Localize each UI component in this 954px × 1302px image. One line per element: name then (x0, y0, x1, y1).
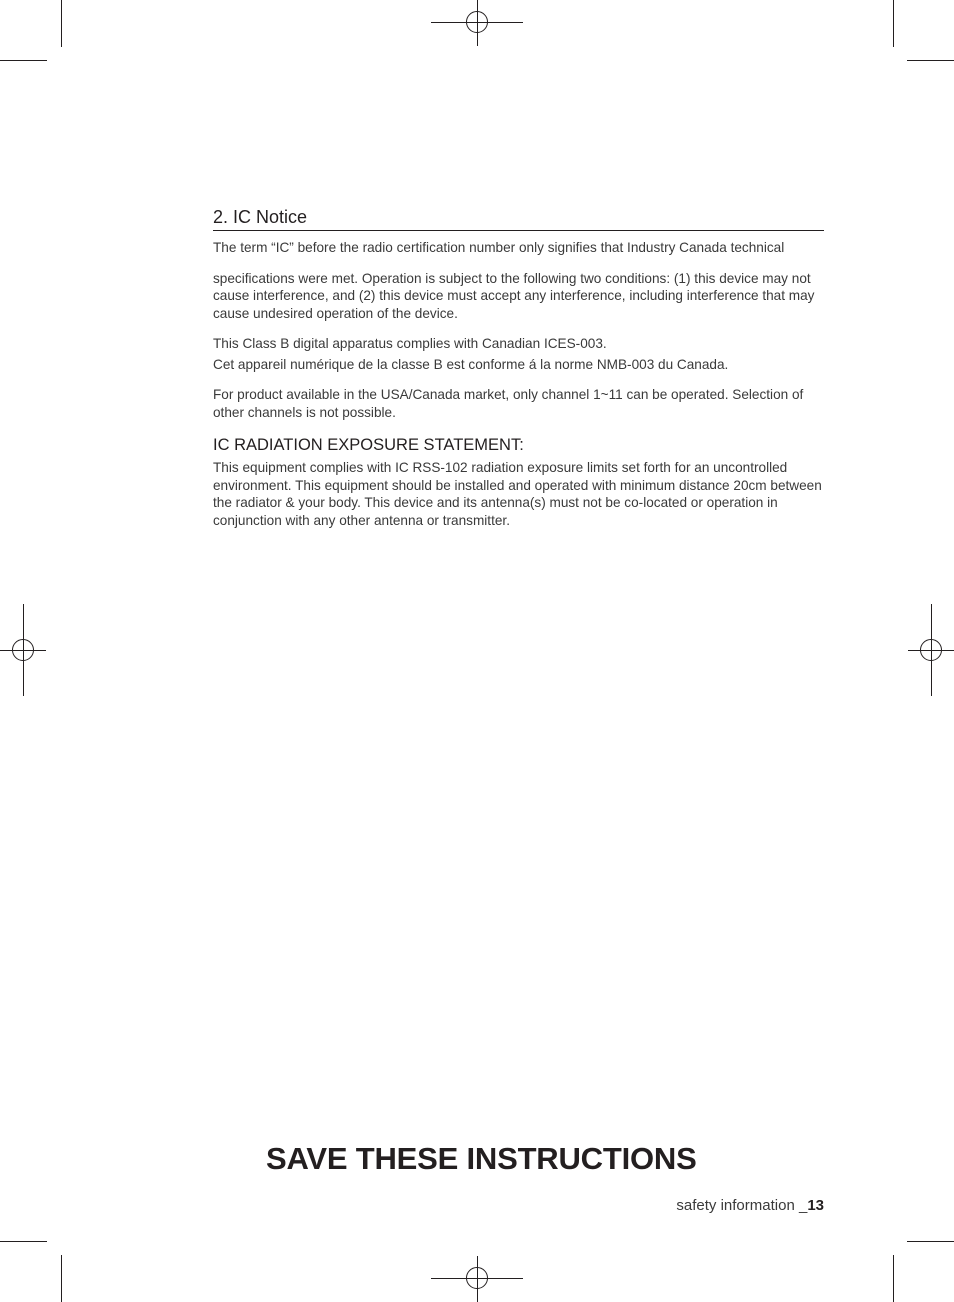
crop-mark (907, 60, 954, 61)
radiation-heading: IC RADIATION EXPOSURE STATEMENT: (213, 436, 524, 454)
save-instructions-banner: SAVE THESE INSTRUCTIONS (266, 1141, 697, 1176)
paragraph-class-b: This Class B digital apparatus complies with Canadian ICES-003. (213, 336, 607, 351)
page-footer (676, 1197, 824, 1214)
radiation-body: This equipment complies with IC RSS-102 radiation exposure limits set forth for an uncontrolled environment. This equipment should be installed and operated with minimum distance 20cm between the radiator & your body. This device and its antenna(s) must not be co-located or operation in conjunction with any other antenna or transmitter. (213, 460, 822, 528)
crop-mark (893, 0, 894, 47)
ic-notice-section (213, 206, 824, 529)
paragraph-class-b-french: Cet appareil numérique de la classe B est conforme á la norme NMB-003 du Canada. (213, 356, 729, 372)
crop-mark (0, 1241, 47, 1242)
crop-mark (893, 1255, 894, 1302)
crop-mark (907, 1241, 954, 1242)
crop-mark (61, 0, 62, 47)
registration-circle-icon (920, 639, 942, 661)
paragraph-conditions: specifications were met. Operation is subject to the following two conditions: (1) this device may not cause interference, and (2) this device must accept any interference, including interference that may cause undesired operation of the device. (213, 270, 815, 321)
paragraph-channels: For product available in the USA/Canada market, only channel 1~11 can be operated. Selection of other channels is not possible. (213, 387, 804, 420)
page-number: 13 (807, 1197, 824, 1214)
footer-label: safety information _ (676, 1197, 808, 1214)
section-title: 2. IC Notice (213, 206, 824, 231)
registration-circle-icon (466, 1267, 488, 1289)
registration-circle-icon (466, 11, 488, 33)
crop-mark (61, 1255, 62, 1302)
paragraph-ic-term: The term “IC” before the radio certification number only signifies that Industry Canada technical (213, 240, 785, 255)
crop-mark (0, 60, 47, 61)
registration-circle-icon (12, 639, 34, 661)
